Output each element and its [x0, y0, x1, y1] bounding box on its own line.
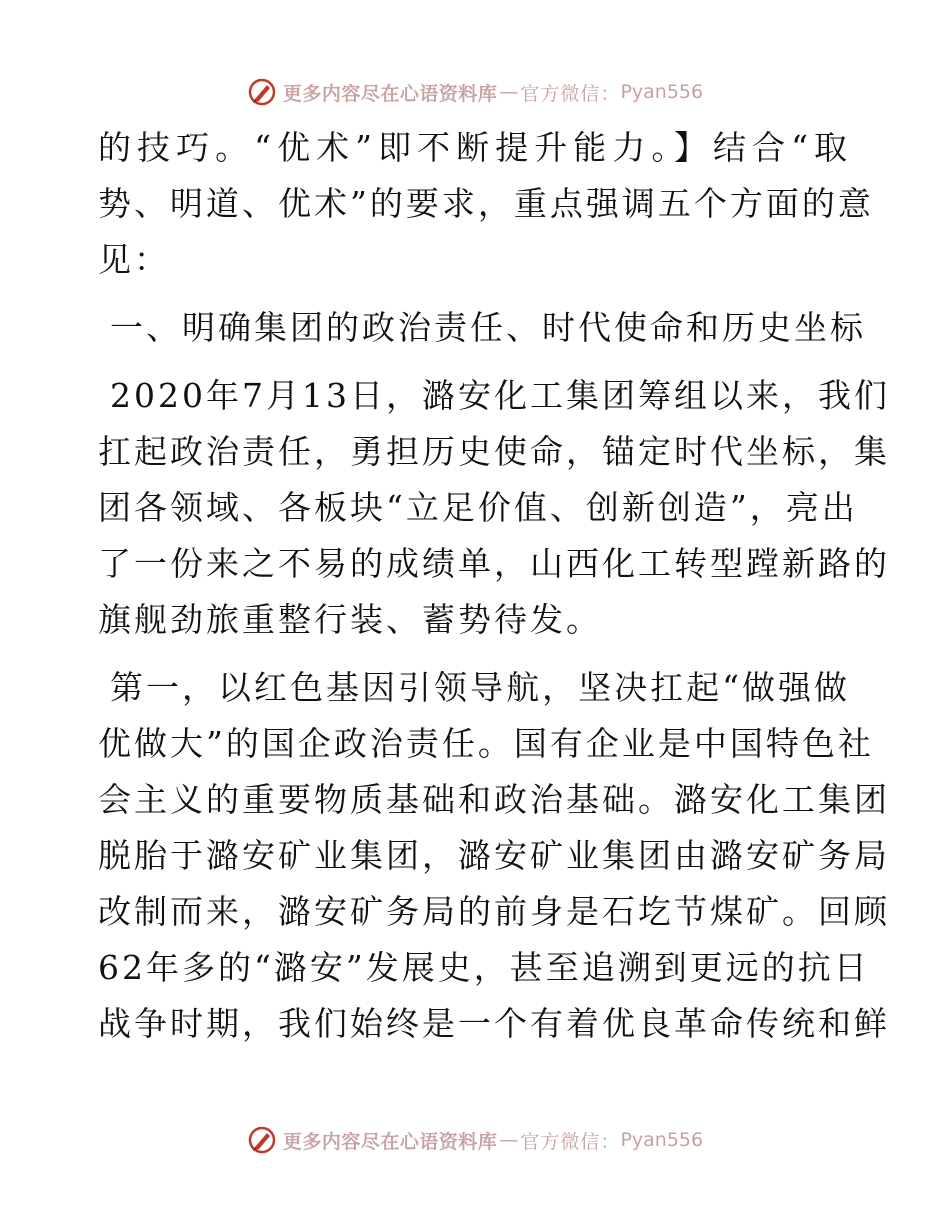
section-heading: [98, 300, 866, 356]
text-line: 第一，以红色基因引领导航，坚决扛起“做强做: [110, 668, 850, 707]
text-line: 旗舰劲旅重整行装、蓄势待发。: [98, 600, 602, 639]
watermark-separator: —: [499, 81, 519, 103]
header-watermark: [0, 72, 950, 112]
text-line: 扛起政治责任，勇担历史使命，锚定时代坐标，集: [98, 432, 890, 471]
text-line: 了一份来之不易的成绩单，山西化工转型蹚新路的: [98, 544, 890, 583]
watermark-brand: 更多内容尽在心语资料库: [282, 1130, 498, 1153]
watermark-id: Pyan556: [620, 81, 704, 103]
text-line: 2020年7月13日，潞安化工集团筹组以来，我们: [110, 376, 890, 415]
text-line: 会主义的重要物质基础和政治基础。潞安化工集团: [98, 780, 890, 819]
paragraph-intro: [98, 120, 874, 288]
footer-watermark: [0, 1120, 950, 1160]
heading-line: 一、明确集团的政治责任、时代使命和历史坐标: [110, 308, 866, 347]
paragraph-first-point: [98, 660, 890, 1052]
watermark-id: Pyan556: [620, 1129, 704, 1151]
watermark-separator: —: [499, 1129, 519, 1151]
text-line: 的技巧。“优术”即不断提升能力。】结合“取: [98, 128, 850, 167]
text-line: 改制而来，潞安矿务局的前身是石圪节煤矿。回顾: [98, 892, 890, 931]
text-line: 脱胎于潞安矿业集团，潞安矿业集团由潞安矿务局: [98, 836, 890, 875]
text-line: 优做大”的国企政治责任。国有企业是中国特色社: [98, 724, 874, 763]
text-line: 势、明道、优术”的要求，重点强调五个方面的意: [98, 184, 874, 223]
text-line: 见：: [98, 240, 170, 279]
document-body: [98, 120, 890, 1064]
watermark-brand: 更多内容尽在心语资料库: [282, 82, 498, 105]
text-line: 战争时期，我们始终是一个有着优良革命传统和鲜: [98, 1004, 890, 1043]
watermark-official: 官方微信：: [520, 1130, 621, 1153]
text-line: 团各领域、各板块“立足价值、创新创造”，亮出: [98, 488, 858, 527]
pen-logo-icon: [247, 1125, 277, 1155]
pen-logo-icon: [247, 77, 277, 107]
paragraph-founding: [98, 368, 890, 648]
text-line: 62年多的“潞安”发展史，甚至追溯到更远的抗日: [98, 948, 870, 987]
watermark-official: 官方微信：: [520, 82, 621, 105]
